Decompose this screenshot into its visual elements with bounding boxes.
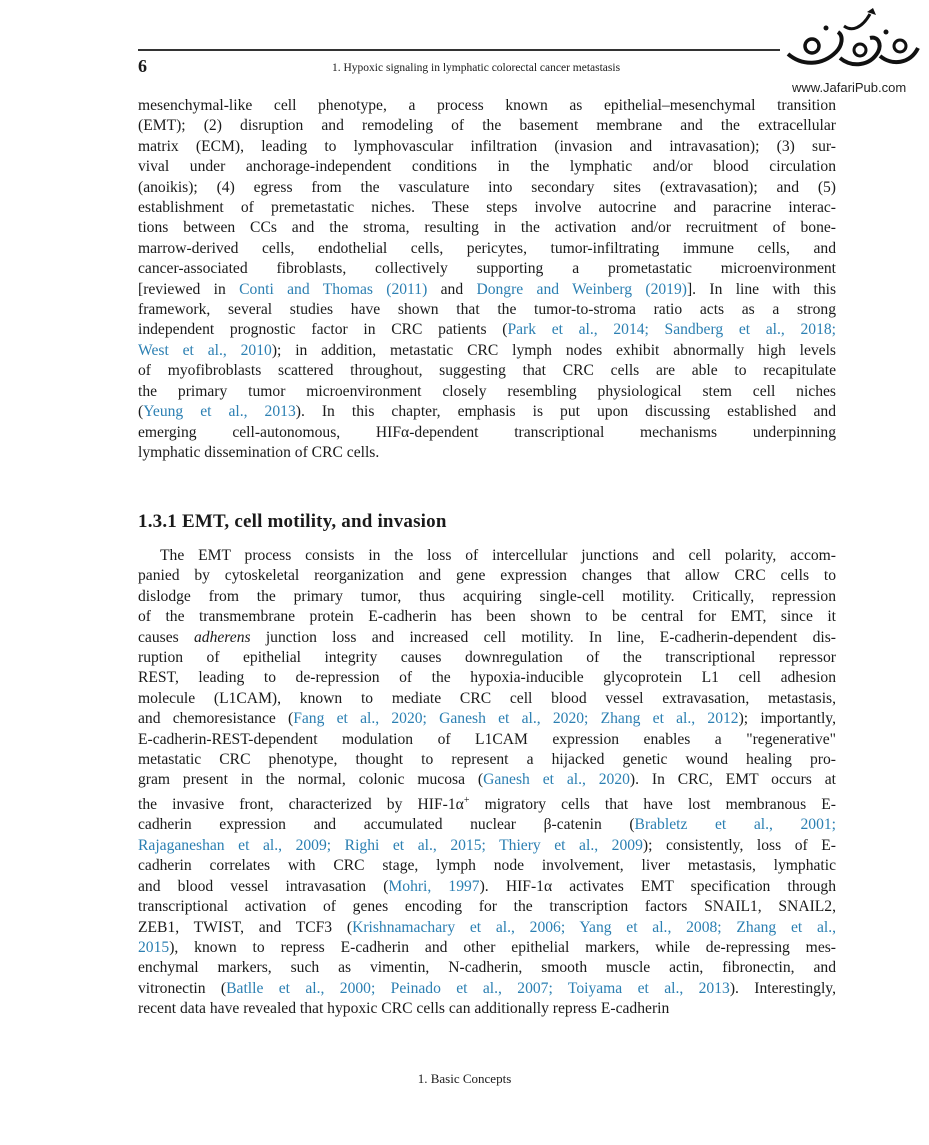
text-line bbox=[138, 239, 836, 259]
text-segment: vitronectin ( bbox=[138, 979, 227, 997]
text-line bbox=[138, 979, 836, 999]
text-segment: ruption of epithelial integrity causes downregulation of the transcriptional repressor bbox=[138, 649, 836, 667]
text-line bbox=[138, 361, 836, 381]
text-line bbox=[138, 259, 836, 279]
text-segment: enchymal markers, such as vimentin, N-cadherin, smooth muscle actin, fibronectin, and bbox=[138, 959, 836, 977]
text-segment: ( bbox=[138, 403, 144, 421]
citation-link[interactable]: Ganesh et al., 2020 bbox=[483, 771, 630, 789]
text-segment: emerging cell-autonomous, HIFα-dependent transcriptional mechanisms underpinning bbox=[138, 423, 836, 441]
text-line bbox=[138, 157, 836, 177]
text-segment: of the transmembrane protein E-cadherin has been shown to be central for EMT, since it bbox=[138, 608, 836, 626]
text-segment: panied by cytoskeletal reorganization and gene expression changes that allow CRC cells to bbox=[138, 567, 836, 585]
text-segment: transcriptional activation of genes encoding for the transcription factors SNAIL1, SNAIL2, bbox=[138, 898, 836, 916]
text-segment: the invasive front, characterized by HIF-1α bbox=[138, 796, 464, 814]
page-footer: 1. Basic Concepts bbox=[417, 1071, 512, 1086]
text-line bbox=[138, 280, 836, 300]
text-line bbox=[138, 999, 836, 1019]
text-line bbox=[138, 815, 836, 835]
text-line bbox=[138, 607, 836, 627]
text-line bbox=[138, 958, 836, 978]
text-segment: ), known to repress E-cadherin and other epithelial markers, while de-repressing mes- bbox=[169, 938, 836, 956]
text-line bbox=[138, 116, 836, 136]
text-segment: marrow-derived cells, endothelial cells, pericytes, tumor-infiltrating immune cells, and bbox=[138, 239, 836, 257]
text-line bbox=[138, 300, 836, 320]
text-line bbox=[138, 770, 836, 790]
text-line bbox=[138, 178, 836, 198]
text-segment: junction loss and increased cell motility. In line, E-cadherin-dependent dis- bbox=[250, 628, 836, 646]
text-segment: migratory cells that have lost membranous E- bbox=[469, 796, 836, 814]
text-line bbox=[138, 791, 836, 816]
text-segment: (anoikis); (4) egress from the vasculature into secondary sites (extravasation); and (5) bbox=[138, 178, 836, 196]
citation-link[interactable]: Fang et al., 2020; Ganesh et al., 2020; Zhang et al., 2012 bbox=[293, 710, 739, 728]
paragraph-1 bbox=[138, 96, 836, 463]
text-segment: [reviewed in bbox=[138, 280, 240, 298]
text-segment: cadherin expression and accumulated nuclear β-catenin ( bbox=[138, 816, 635, 834]
citation-link[interactable]: Krishnamachary et al., 2006; Yang et al., 2008; Zhang et al., bbox=[352, 918, 837, 936]
section-heading: 1.3.1 EMT, cell motility, and invasion bbox=[138, 511, 447, 532]
text-segment: dislodge from the primary tumor, thus acquiring single-cell motility. Critically, repression bbox=[138, 587, 836, 605]
text-segment: vival under anchorage-independent conditions in the lymphatic and/or blood circulation bbox=[138, 158, 836, 176]
text-segment: ); importantly, bbox=[738, 710, 836, 728]
text-line bbox=[138, 587, 836, 607]
text-segment: ). Interestingly, bbox=[729, 979, 836, 997]
text-line bbox=[138, 218, 836, 238]
text-segment: framework, several studies have shown that the tumor-to-stroma ratio acts as a strong bbox=[138, 301, 836, 319]
text-segment: ]. In line with this bbox=[686, 280, 837, 298]
text-line bbox=[138, 382, 836, 402]
text-segment: causes bbox=[138, 628, 194, 646]
citation-link[interactable]: West et al., 2010 bbox=[138, 341, 272, 359]
watermark bbox=[770, 6, 920, 98]
text-line bbox=[138, 320, 836, 340]
text-segment: ZEB1, TWIST, and TCF3 ( bbox=[138, 918, 353, 936]
text-segment: ). In this chapter, emphasis is put upon discussing established and bbox=[295, 403, 836, 421]
text-segment: lymphatic dissemination of CRC cells. bbox=[138, 443, 380, 461]
text-line bbox=[138, 137, 836, 157]
text-segment: metastatic CRC phenotype, thought to represent a hijacked genetic wound healing pro- bbox=[138, 751, 836, 769]
text-line bbox=[138, 566, 836, 586]
running-head: 1. Hypoxic signaling in lymphatic colorectal cancer metastasis bbox=[332, 62, 621, 74]
citation-link[interactable]: Mohri, 1997 bbox=[388, 877, 480, 895]
text-line bbox=[138, 836, 836, 856]
text-line bbox=[138, 668, 836, 688]
text-segment: and chemoresistance ( bbox=[138, 710, 294, 728]
text-line bbox=[138, 730, 836, 750]
citation-link[interactable]: Batlle et al., 2000; Peinado et al., 2007; Toiyama et al., 2013 bbox=[226, 979, 730, 997]
citation-link[interactable]: Park et al., 2014; Sandberg et al., 2018; bbox=[507, 321, 836, 339]
text-line bbox=[138, 198, 836, 218]
text-segment: cancer-associated fibroblasts, collectively supporting a prometastatic microenvironment bbox=[138, 260, 836, 278]
text-segment: establishment of premetastatic niches. These steps involve autocrine and paracrine interac- bbox=[138, 199, 836, 217]
paragraph-2 bbox=[138, 546, 836, 1020]
text-line bbox=[138, 689, 836, 709]
text-line bbox=[138, 877, 836, 897]
text-segment: ); in addition, metastatic CRC lymph nodes exhibit abnormally high levels bbox=[271, 341, 837, 359]
header-rule bbox=[138, 49, 780, 51]
text-segment: ). In CRC, EMT occurs at bbox=[629, 771, 836, 789]
text-segment: mesenchymal-like cell phenotype, a process known as epithelial–mesenchymal transition bbox=[138, 97, 836, 114]
watermark-url: www.JafariPub.com bbox=[792, 80, 907, 95]
text-segment: independent prognostic factor in CRC patients ( bbox=[138, 321, 508, 339]
text-segment: molecule (L1CAM), known to mediate CRC cell blood vessel extravasation, metastasis, bbox=[138, 689, 836, 707]
citation-link[interactable]: Conti and Thomas (2011) bbox=[239, 280, 428, 298]
text-segment: REST, leading to de-repression of the hypoxia-inducible glycoprotein L1 cell adhesion bbox=[138, 669, 836, 687]
text-line bbox=[138, 402, 836, 422]
text-line bbox=[138, 750, 836, 770]
text-line bbox=[138, 443, 836, 463]
text-line bbox=[138, 938, 836, 958]
text-segment: ). HIF-1α activates EMT specification through bbox=[479, 877, 836, 895]
text-line bbox=[138, 423, 836, 443]
superscript: + bbox=[463, 794, 470, 806]
text-segment: (EMT); (2) disruption and remodeling of the basement membrane and the extracellular bbox=[138, 117, 836, 135]
page-number: 6 bbox=[138, 56, 147, 76]
text-line bbox=[138, 546, 836, 566]
text-segment: tions between CCs and the stroma, resulting in the activation and/or recruitment of bone- bbox=[138, 219, 836, 237]
text-line bbox=[138, 709, 836, 729]
text-line bbox=[138, 341, 836, 361]
citation-link[interactable]: Rajaganeshan et al., 2009; Righi et al., 2015; Thiery et al., 2009 bbox=[138, 836, 643, 854]
text-segment: The EMT process consists in the loss of intercellular junctions and cell polarity, accom- bbox=[160, 547, 836, 564]
text-segment: of myofibroblasts scattered throughout, suggesting that CRC cells are able to recapitulate bbox=[138, 362, 836, 380]
text-segment: recent data have revealed that hypoxic CRC cells can additionally repress E-cadherin bbox=[138, 1000, 670, 1018]
text-segment: gram present in the normal, colonic mucosa ( bbox=[138, 771, 484, 789]
italic-term: adherens bbox=[193, 628, 251, 646]
text-segment: and bbox=[427, 280, 477, 298]
text-segment: matrix (ECM), leading to lymphovascular infiltration (invasion and intravasation); (3) sur- bbox=[138, 137, 836, 155]
citation-link[interactable]: 2015 bbox=[138, 938, 170, 956]
text-segment: and blood vessel intravasation ( bbox=[138, 877, 389, 895]
text-line bbox=[138, 918, 836, 938]
text-line bbox=[138, 897, 836, 917]
citation-link[interactable]: Dongre and Weinberg (2019) bbox=[476, 280, 687, 298]
text-segment: the primary tumor microenvironment closely resembling physiological stem cell niches bbox=[138, 382, 836, 400]
text-segment: E-cadherin-REST-dependent modulation of L1CAM expression enables a "regenerative" bbox=[138, 730, 836, 748]
citation-link[interactable]: Brabletz et al., 2001; bbox=[634, 816, 837, 834]
calligraphy-logo-icon bbox=[782, 6, 922, 78]
text-line bbox=[138, 648, 836, 668]
text-segment: ); consistently, loss of E- bbox=[642, 836, 837, 854]
text-line bbox=[138, 628, 836, 648]
citation-link[interactable]: Yeung et al., 2013 bbox=[143, 403, 296, 421]
text-line bbox=[138, 856, 836, 876]
text-segment: cadherin correlates with CRC stage, lymph node involvement, liver metastasis, lymphatic bbox=[138, 857, 836, 875]
text-line bbox=[138, 96, 836, 116]
